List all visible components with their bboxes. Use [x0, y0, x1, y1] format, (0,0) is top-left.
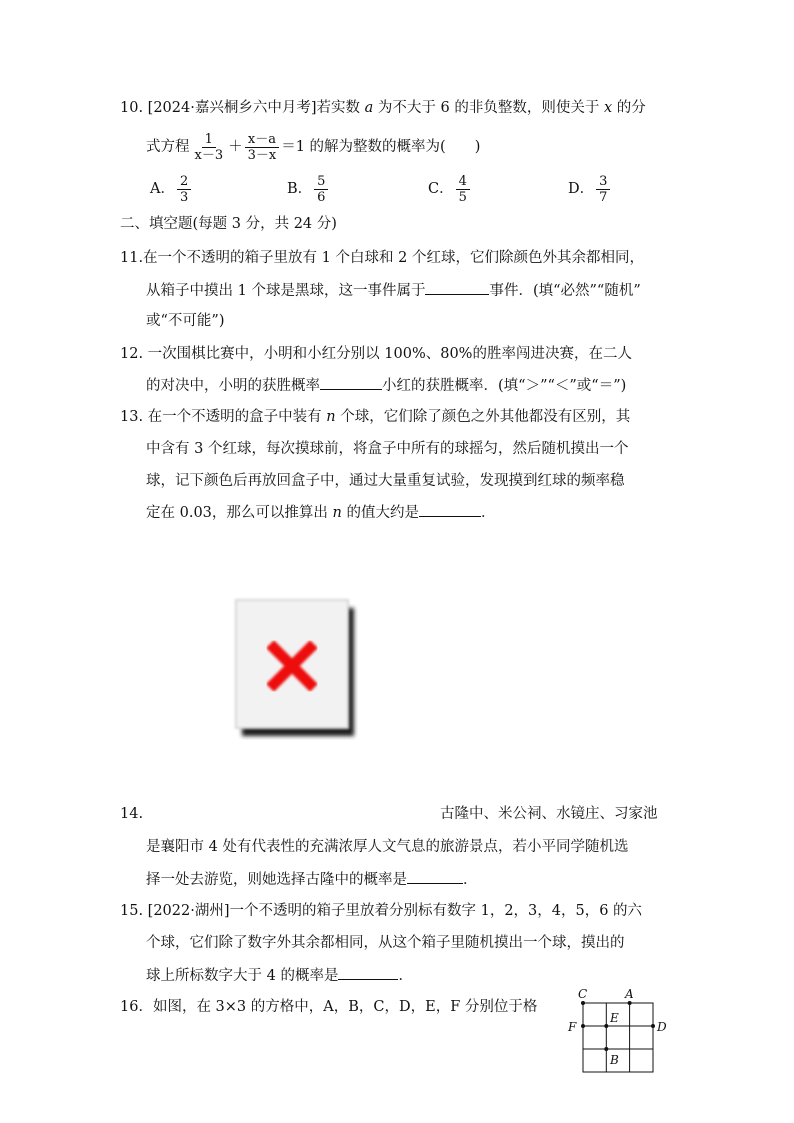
fraction-2 — [245, 132, 280, 163]
q11-line3: 或“不可能”) — [146, 313, 225, 329]
point-a — [628, 1001, 632, 1005]
q12-line1: 12. 一次围棋比赛中，小明和小红分别以 100%、80%的胜率闯进决赛，在二人 — [120, 346, 632, 362]
q10-option-a[interactable] — [150, 172, 193, 206]
q11-line1: 11.在一个不透明的箱子里放有 1 个白球和 2 个红球，它们除颜色外其余都相同， — [120, 250, 644, 266]
frac2-den: 3－x — [247, 147, 277, 163]
q10-option-d[interactable] — [568, 172, 612, 206]
q14-line2: 是襄阳市 4 处有代表性的充满浓厚人文气息的旅游景点，若小平同学随机选 — [146, 839, 629, 855]
option-num: 2 — [177, 174, 191, 190]
q10-text-c: 的分 — [616, 100, 646, 116]
q10-prefix: 式方程 — [146, 139, 190, 155]
q12-text-b: 小红的获胜概率．(填“＞”“＜”或“＝”) — [382, 378, 627, 394]
q10-line1 — [120, 98, 646, 118]
label-b: B — [610, 1053, 619, 1067]
option-den: 5 — [458, 189, 467, 205]
q13-line4 — [146, 502, 495, 523]
option-fraction — [456, 174, 470, 205]
label-d: D — [657, 1020, 667, 1034]
q13-text-a: 定在 0.03，那么可以推算出 — [146, 505, 328, 521]
option-den: 3 — [179, 189, 189, 205]
q13-text-a: 13. 在一个不透明的盒子中装有 — [120, 409, 322, 425]
option-den: 7 — [599, 189, 608, 205]
q15-line2: 个球，它们除了数字外其余都相同，从这个箱子里随机摸出一个球，摸出的 — [146, 935, 625, 951]
q14-number: 14. — [120, 806, 144, 822]
q14-text-b: ． — [463, 872, 478, 888]
q15-text-a: 球上所标数字大于 4 的概率是 — [146, 968, 339, 984]
q10-text-a: 若实数 — [316, 100, 360, 116]
q13-text-c: ． — [480, 505, 496, 521]
option-fraction — [314, 174, 328, 205]
q15-text-b: ． — [398, 968, 413, 984]
label-f: F — [568, 1020, 577, 1034]
option-label: B． — [287, 181, 313, 197]
fraction-1 — [192, 132, 227, 163]
q12-line2 — [146, 375, 626, 396]
frac1-den: x－3 — [194, 147, 224, 163]
q10-text-b: 为不大于 6 的非负整数，则使关于 — [377, 100, 600, 116]
point-b — [604, 1047, 608, 1051]
q15-line1: 15. [2022·湖州]一个不透明的箱子里放着分别标有数字 1，2，3，4，5，6 的六 — [120, 903, 643, 919]
label-e: E — [610, 1011, 619, 1025]
option-label: A． — [150, 181, 175, 197]
q16-line1: 16．如图，在 3×3 的方格中，A，B，C，D，E，F 分别位于格 — [120, 999, 538, 1015]
option-fraction — [596, 174, 610, 205]
option-num: 4 — [456, 174, 470, 190]
frac1-num: 1 — [202, 132, 216, 148]
q13-text-b: 个球，它们除了颜色之外其他都没有区别，其 — [340, 409, 631, 425]
var-n: n — [326, 409, 336, 425]
answer-blank[interactable] — [425, 280, 489, 295]
option-label: C． — [428, 181, 454, 197]
q14-text-a: 择一处去游览，则她选择古隆中的概率是 — [146, 872, 407, 888]
q14-line1: 古隆中、米公祠、水镜庄、习家池 — [440, 806, 658, 822]
section-title: 二、填空题(每题 3 分，共 24 分) — [120, 216, 337, 232]
q11-text-a: 从箱子中摸出 1 个球是黑球，这一事件属于 — [146, 283, 426, 299]
plus-sign: ＋ — [228, 139, 243, 155]
label-c: C — [578, 987, 588, 1001]
option-num: 5 — [314, 174, 328, 190]
option-den: 6 — [317, 189, 326, 205]
label-a: A — [625, 987, 634, 1001]
var-a: a — [364, 100, 374, 116]
q11-text-b: 事件．(填“必然”“随机” — [489, 283, 641, 299]
point-f — [581, 1024, 585, 1028]
q13-text-b: 的值大约是 — [346, 505, 419, 521]
q13-line3: 球，记下颜色后再放回盒子中，通过大量重复试验，发现摸到红球的频率稳 — [146, 473, 625, 489]
answer-blank[interactable] — [407, 869, 463, 884]
option-num: 3 — [596, 174, 610, 190]
q14-line3 — [146, 869, 478, 890]
q13-line2: 中含有 3 个红球，每次摸球前，将盒子中所有的球摇匀，然后随机摸出一个 — [146, 441, 629, 457]
var-n: n — [332, 505, 342, 521]
frac2-num: x－a — [245, 132, 279, 148]
option-fraction — [177, 174, 191, 205]
broken-image-icon — [232, 596, 358, 740]
point-e — [604, 1024, 608, 1028]
q15-line3 — [146, 965, 413, 986]
q12-text-a: 的对决中，小明的获胜概率 — [146, 378, 320, 394]
q10-line2 — [146, 130, 480, 164]
var-x: x — [603, 100, 613, 116]
point-c — [581, 1001, 585, 1005]
answer-blank[interactable] — [320, 375, 382, 390]
q11-line2 — [146, 280, 641, 301]
point-d — [651, 1024, 655, 1028]
option-label: D． — [568, 181, 595, 197]
q10-option-b[interactable] — [287, 172, 330, 206]
q10-option-c[interactable] — [428, 172, 472, 206]
q10-number: 10. — [120, 100, 144, 116]
answer-blank[interactable] — [338, 965, 398, 980]
q13-line1 — [120, 407, 630, 427]
grid-figure — [564, 986, 676, 1076]
answer-blank[interactable] — [419, 502, 481, 517]
q10-equals: ＝1 的解为整数的概率为( ) — [281, 139, 481, 155]
q10-source: [2024·嘉兴桐乡六中月考] — [147, 100, 317, 116]
